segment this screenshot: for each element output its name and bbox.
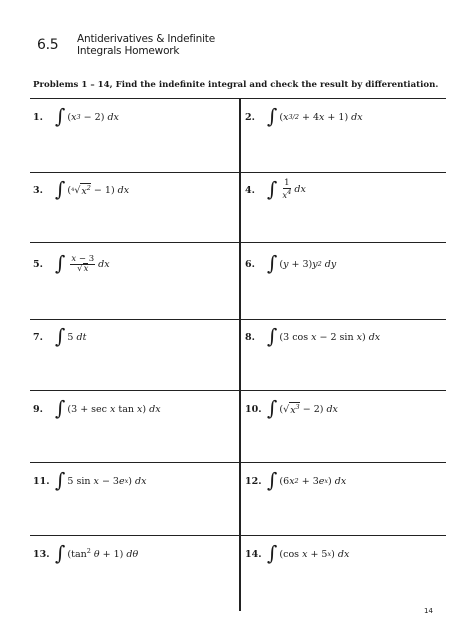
- problem-13: [33, 542, 138, 566]
- problem-14: [245, 542, 349, 566]
- problem-integral: ∫ ( 4 √ $x^2$ − 1) dx: [55, 177, 130, 201]
- problem-4: [245, 178, 306, 202]
- problem-integral: ∫ (3 cos x − 2 sin x ) dx: [267, 324, 381, 348]
- problem-number: 10.: [245, 403, 262, 415]
- title-line-1: Antiderivatives & Indefinite: [77, 33, 215, 45]
- problem-6: [245, 252, 336, 276]
- problem-integral: ∫ (6 x 2 + 3 e x ) dx: [267, 468, 347, 492]
- divider-line: [30, 319, 446, 320]
- problem-integral: ∫ (3 + sec x tan x ) dx: [55, 396, 161, 420]
- problem-integral: ∫ (√ $x^3$ − 2) dx: [267, 396, 338, 420]
- problem-number: 5.: [33, 258, 43, 270]
- problem-12: [245, 469, 346, 493]
- problem-11: [33, 469, 146, 493]
- problem-number: 8.: [245, 331, 255, 343]
- problem-number: 9.: [33, 403, 43, 415]
- problem-number: 1.: [33, 111, 43, 123]
- problem-number: 14.: [245, 548, 262, 560]
- problem-integral: ∫ $\frac{1}{x^4}$ dx: [267, 176, 306, 201]
- problem-number: 4.: [245, 184, 255, 196]
- divider-line: [30, 535, 446, 536]
- problem-number: 11.: [33, 475, 50, 487]
- problem-integral: ∫ ( y + 3) y 2 dy: [267, 251, 337, 275]
- instructions: Problems 1 – 14, Find the indefinite integral and check the result by differentiation.: [33, 80, 439, 90]
- divider-line: [30, 172, 446, 173]
- problem-3: [33, 178, 129, 202]
- problem-number: 2.: [245, 111, 255, 123]
- column-divider: [239, 99, 241, 611]
- problem-integral: ∫ 5 sin x − 3 e x ) dx: [55, 468, 147, 492]
- problem-integral: ∫ ( x 3/2 + 4 x + 1) dx: [267, 104, 363, 128]
- divider-line: [30, 462, 446, 463]
- problem-number: 6.: [245, 258, 255, 270]
- title-line-2: Integrals Homework: [77, 45, 180, 57]
- problem-1: [33, 105, 119, 129]
- problem-number: 3.: [33, 184, 43, 196]
- problem-7: [33, 325, 86, 349]
- page-number: 14: [424, 607, 433, 615]
- problem-10: [245, 397, 338, 421]
- problem-number: 13.: [33, 548, 50, 560]
- problem-5: [33, 252, 110, 276]
- section-number: 6.5: [37, 37, 59, 53]
- problem-integral: ∫ $\frac{x - 3}{√x}$ dx: [55, 251, 110, 275]
- divider-line: [30, 390, 446, 391]
- problem-2: [245, 105, 363, 129]
- problem-integral: ∫ ($\tan^2$ θ + 1) dθ: [55, 541, 139, 565]
- problem-9: [33, 397, 161, 421]
- divider-line: [30, 98, 446, 99]
- problem-8: [245, 325, 380, 349]
- problem-integral: ∫ ( x 3 − 2) dx: [55, 104, 119, 128]
- problem-integral: ∫ (cos x + 5 x ) dx: [267, 541, 350, 565]
- problem-number: 12.: [245, 475, 262, 487]
- divider-line: [30, 242, 446, 243]
- problem-number: 7.: [33, 331, 43, 343]
- problem-integral: ∫ 5 dt: [55, 324, 87, 348]
